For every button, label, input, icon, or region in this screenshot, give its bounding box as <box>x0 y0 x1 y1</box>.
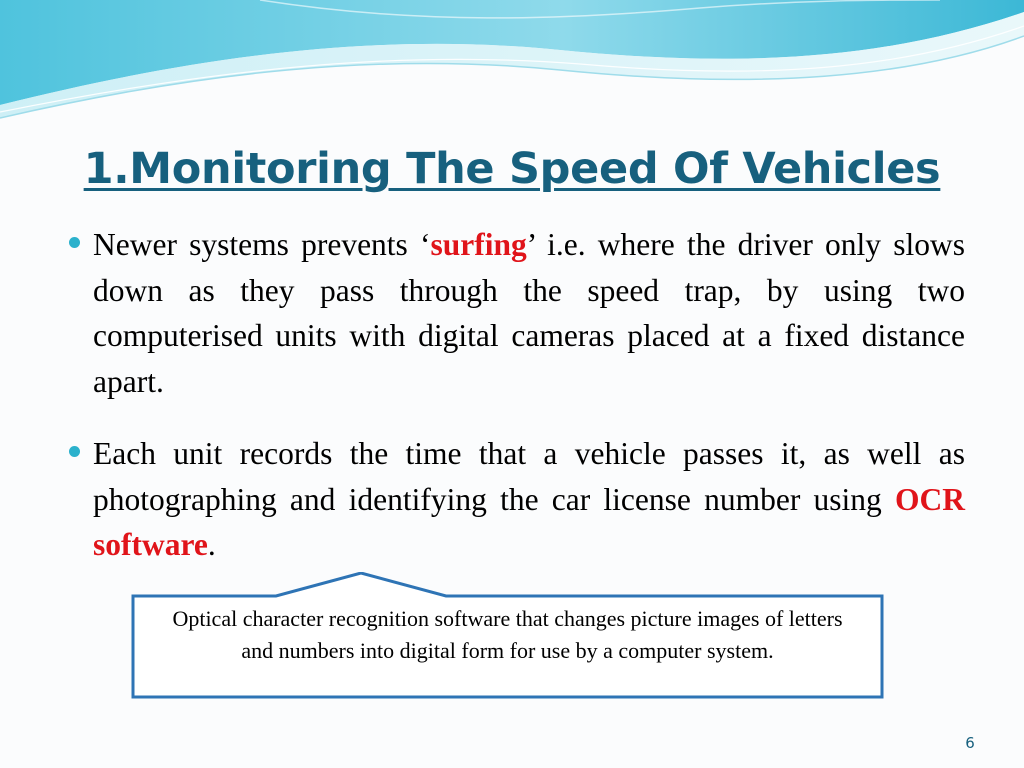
bullet-text: Each unit records the time that a vehicle passes it, as well as photographing and identifying the car license number using <box>93 436 965 517</box>
highlight-term: surfing <box>430 227 527 262</box>
bullet-dot-icon <box>69 237 80 248</box>
wave-header-decoration <box>0 0 1024 140</box>
highlight-term: OCR software <box>93 481 965 562</box>
bullet-text: . <box>207 527 216 562</box>
slide-number: 6 <box>965 734 975 752</box>
bullet-dot-icon <box>69 446 80 457</box>
callout-text: Optical character recognition software that changes picture images of letters and numbers into digital form for use by a computer system. <box>172 606 843 663</box>
bullet-text: ’ i.e. where the driver only slows down as they pass through the speed trap, by using two computerised units with digital cameras placed at a fixed distance apart. <box>93 227 965 399</box>
bullet-item <box>93 431 965 568</box>
bullet-text: Newer systems prevents ‘ <box>93 227 431 262</box>
bullet-item <box>93 222 965 404</box>
slide-title: 1.Monitoring The Speed Of Vehicles <box>83 144 941 194</box>
ocr-definition-callout <box>131 572 886 700</box>
